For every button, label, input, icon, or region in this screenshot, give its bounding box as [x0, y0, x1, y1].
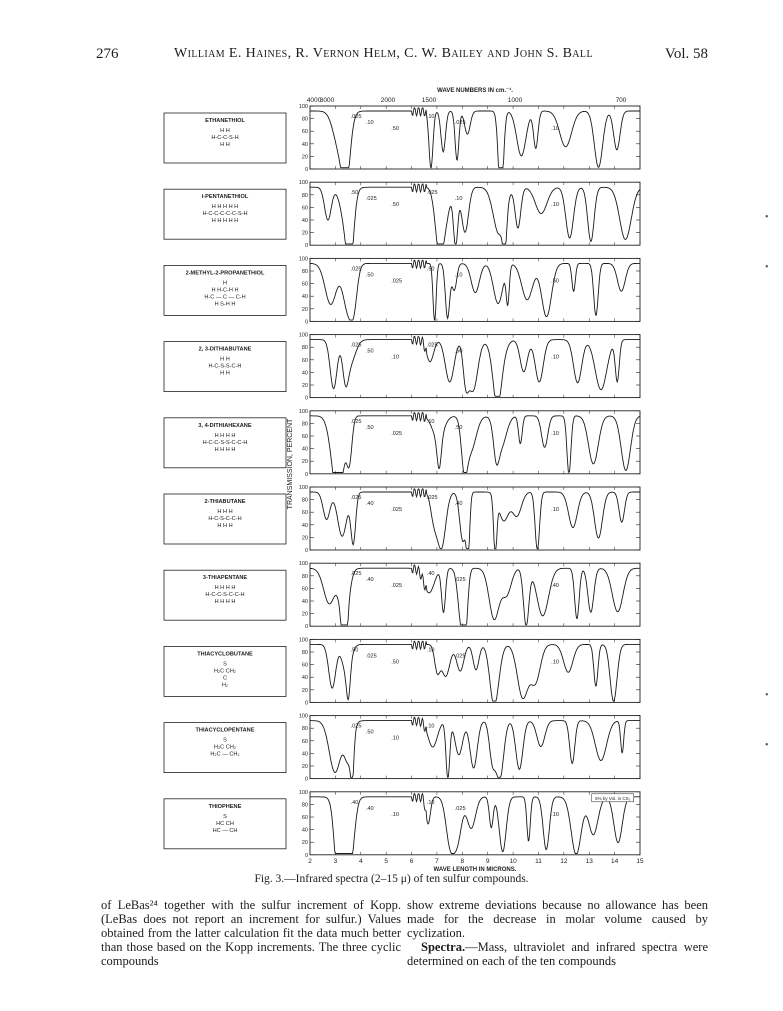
concentration-label: .50	[454, 424, 463, 431]
concentration-label: .025	[350, 571, 362, 578]
concentration-label: .40	[551, 583, 559, 590]
structure-line: H H	[220, 128, 230, 134]
spectrum-trace	[310, 184, 640, 244]
concentration-label: .025	[454, 805, 466, 812]
concentration-label: .10	[551, 430, 559, 437]
structure-line: H-C-C-C-C-C-S-H	[202, 211, 248, 218]
concentration-label: .025	[365, 196, 377, 203]
spectrum-panel-9	[164, 714, 640, 783]
right-paragraph-1: show extreme deviations because no allowance has been made for the decrease in molar volume caused by cyclization.	[407, 898, 708, 940]
concentration-label: .50	[365, 424, 374, 431]
spectrum-trace	[310, 641, 640, 701]
y-tick-label: 0	[304, 700, 308, 707]
y-tick-label: 80	[301, 573, 308, 580]
y-tick-label: 60	[301, 129, 308, 136]
structure-line: H H H H H	[211, 204, 239, 211]
y-tick-label: 100	[298, 408, 308, 415]
structure-line: H H	[220, 356, 230, 363]
concentration-label: .025	[426, 190, 438, 197]
concentration-label: .10	[426, 418, 435, 425]
y-tick-label: 0	[304, 319, 308, 326]
concentration-label: .025	[454, 653, 466, 660]
y-tick-label: 80	[301, 269, 308, 275]
y-tick-label: 100	[298, 332, 308, 339]
y-tick-label: 60	[301, 662, 308, 669]
bottom-tick-label: 6	[409, 857, 414, 865]
y-tick-label: 20	[301, 611, 308, 618]
spectrum-panel-4	[164, 333, 640, 402]
margin-mark: •	[765, 690, 769, 701]
concentration-label: .50	[350, 190, 359, 197]
concentration-label: .10	[426, 114, 435, 120]
margin-mark: •	[765, 262, 769, 273]
bottom-tick-label: 3	[333, 857, 338, 865]
concentration-label: .025	[391, 583, 403, 590]
margin-mark: •	[765, 740, 769, 751]
concentration-label: .40	[365, 501, 374, 507]
y-tick-label: 20	[301, 154, 308, 161]
structure-line: H H H H	[214, 585, 236, 592]
right-paragraph-2	[407, 940, 708, 968]
structure-line: H-C — C — C-H	[204, 294, 246, 301]
y-tick-label: 20	[301, 535, 308, 542]
y-tick-label: 20	[301, 840, 308, 847]
y-tick-label: 40	[301, 446, 308, 453]
y-tick-label: 40	[301, 827, 308, 834]
y-tick-label: 80	[301, 497, 308, 504]
concentration-label: .50	[551, 278, 559, 285]
bottom-axis-title: WAVE LENGTH IN MICRONS.	[433, 866, 517, 873]
y-tick-label: 80	[301, 650, 308, 656]
concentration-label: .50	[350, 647, 359, 654]
spectrum-trace	[310, 794, 640, 854]
concentration-label: .10	[551, 202, 559, 209]
structure-line: H-C-S-S-C-H	[208, 363, 242, 370]
structure-line: H H-C-H H	[211, 287, 239, 294]
structure-line: H H H H	[214, 599, 236, 606]
concentration-label: .10	[426, 647, 435, 654]
body-text-left-column	[101, 898, 401, 968]
concentration-label: .025	[454, 120, 466, 126]
y-tick-label: 80	[301, 345, 308, 352]
y-tick-label: 40	[301, 294, 308, 301]
y-tick-label: 0	[304, 243, 308, 250]
spectrum-panel-3	[164, 256, 640, 325]
structure-line: H₂C — CH₂	[210, 751, 240, 758]
compound-name: 2-METHYL-2-PROPANETHIOL	[185, 270, 265, 277]
bottom-tick-label: 2	[308, 857, 312, 865]
y-tick-label: 40	[301, 675, 308, 682]
concentration-label: .50	[391, 202, 400, 209]
structure-line: H-C-S-C-C-H	[208, 516, 242, 522]
concentration-label: .50	[391, 659, 400, 666]
structure-line: H-C-C-S-H	[211, 135, 239, 141]
bottom-tick-label: 14	[610, 857, 619, 865]
structure-line: H-C-C-S-S-C-C-H	[202, 439, 248, 446]
plot-frame	[310, 639, 640, 702]
y-tick-label: 40	[301, 599, 308, 605]
y-tick-label: 0	[304, 852, 308, 859]
y-tick-label: 20	[301, 383, 308, 389]
bottom-tick-label: 10	[509, 857, 517, 865]
bottom-tick-label: 13	[585, 857, 593, 865]
structure-line: C	[222, 675, 228, 682]
concentration-label: .10	[426, 723, 435, 730]
compound-name: 3, 4-DITHIAHEXANE	[198, 422, 252, 429]
y-tick-label: 80	[301, 421, 308, 428]
y-tick-label: 40	[301, 218, 308, 224]
y-tick-label: 60	[301, 815, 308, 821]
concentration-label: .10	[551, 507, 559, 513]
top-tick-label: 2000	[380, 97, 396, 104]
concentration-label: .50	[365, 348, 374, 355]
solvent-note: 5% by Vol. in CS₂	[595, 795, 631, 801]
y-tick-label: 40	[301, 522, 308, 529]
compound-structure-box	[164, 799, 286, 849]
top-axis-title: WAVE NUMBERS IN cm.⁻¹.	[437, 88, 513, 94]
bottom-tick-label: 9	[485, 857, 490, 865]
compound-structure-box	[164, 265, 286, 315]
concentration-label: .025	[350, 495, 362, 501]
top-tick-label: 3000	[319, 97, 335, 104]
y-tick-label: 80	[301, 116, 308, 123]
structure-line: H H	[220, 370, 230, 377]
right-paragraph-2-text: —Mass, ultraviolet and infrared spectra were determined on each of the ten compounds	[407, 940, 708, 968]
y-tick-label: 60	[301, 281, 308, 288]
concentration-label: .10	[365, 120, 374, 126]
y-tick-label: 0	[304, 471, 308, 478]
y-tick-label: 80	[301, 802, 308, 809]
top-tick-label: 1000	[507, 97, 523, 104]
y-tick-label: 20	[301, 764, 308, 770]
y-tick-label: 100	[298, 104, 308, 110]
concentration-label: .10	[454, 272, 463, 279]
y-tick-label: 80	[301, 192, 308, 199]
y-tick-label: 20	[301, 687, 308, 694]
y-tick-label: 60	[301, 738, 308, 745]
concentration-label: .025	[350, 723, 362, 730]
top-tick-label: 4000	[306, 97, 322, 104]
structure-line: H H	[220, 142, 230, 148]
spectrum-panel-8	[164, 637, 640, 706]
concentration-label: .10	[551, 354, 559, 361]
concentration-label: .40	[426, 571, 435, 578]
concentration-label: .10	[391, 735, 400, 742]
structure-line: HC CH	[216, 820, 234, 827]
y-tick-label: 100	[298, 256, 308, 263]
y-tick-label: 100	[298, 789, 308, 796]
compound-structure-box	[164, 113, 286, 163]
structure-line: H H H	[217, 509, 233, 515]
concentration-label: .10	[551, 126, 559, 132]
concentration-label: .025	[350, 342, 362, 349]
concentration-label: .10	[426, 799, 435, 806]
y-tick-label: 80	[301, 726, 308, 733]
spectrum-panel-5	[164, 409, 640, 478]
y-tick-label: 0	[304, 167, 308, 173]
y-tick-label: 100	[298, 485, 308, 491]
bottom-wavelength-axis	[308, 858, 644, 873]
compound-structure-box	[164, 723, 286, 773]
bottom-tick-label: 8	[460, 857, 465, 865]
y-tick-label: 40	[301, 751, 308, 758]
concentration-label: .50	[365, 272, 374, 279]
running-title-authors: William E. Haines, R. Vernon Helm, C. W. Bailey and John S. Ball	[174, 46, 593, 61]
compound-structure-box	[164, 570, 286, 620]
structure-line: H H H H H	[211, 218, 239, 225]
top-wavenumber-axis	[307, 87, 627, 104]
concentration-label: .025	[426, 495, 438, 501]
y-tick-label: 60	[301, 586, 308, 593]
figure-caption: Fig. 3.—Infrared spectra (2–15 μ) of ten sulfur compounds.	[254, 873, 529, 885]
y-tick-label: 100	[298, 713, 308, 720]
concentration-label: .40	[365, 805, 374, 812]
compound-structure-box	[164, 494, 286, 544]
compound-structure-box	[164, 189, 286, 239]
concentration-label: .025	[391, 278, 403, 285]
concentration-label: .025	[350, 418, 362, 425]
structure-line: H₂	[221, 682, 229, 689]
bottom-tick-label: 5	[384, 857, 388, 865]
concentration-label: .40	[365, 577, 374, 584]
bottom-tick-label: 12	[560, 857, 568, 865]
y-tick-label: 100	[298, 637, 308, 644]
concentration-label: .025	[350, 266, 362, 273]
left-paragraph: of LeBas²⁴ together with the sulfur increment of Kopp. (LeBas does not report an increment for sulfur.) Values obtained from the latter calculation fit the data much better than those based on the Kopp increments. The three cyclic compounds	[101, 898, 401, 968]
concentration-label: .10	[551, 811, 559, 818]
y-tick-label: 0	[304, 776, 308, 783]
concentration-label: .025	[350, 114, 362, 120]
top-tick-label: 700	[615, 97, 627, 104]
page-number: 276	[96, 46, 119, 62]
concentration-label: .50	[365, 729, 374, 736]
concentration-label: .025	[391, 507, 403, 513]
compound-name: THIOPHENE	[208, 803, 242, 810]
margin-mark: •	[765, 212, 769, 223]
body-text-right-column	[407, 898, 708, 968]
spectrum-panel-1	[164, 104, 640, 173]
page-header	[96, 46, 708, 68]
y-tick-label: 60	[301, 205, 308, 212]
compound-name: 2, 3-DITHIABUTANE	[198, 346, 252, 353]
bottom-tick-label: 7	[435, 857, 439, 865]
top-tick-label: 1500	[421, 97, 437, 104]
structure-line: H-C-C-S-C-C-H	[205, 592, 245, 599]
compound-name: 2-THIABUTANE	[204, 499, 246, 505]
spectra-panels	[164, 104, 640, 859]
y-tick-label: 20	[301, 230, 308, 237]
compound-name: THIACYCLOBUTANE	[197, 651, 253, 658]
compound-name: I-PENTANETHIOL	[201, 194, 249, 201]
y-axis-label: TRANSMISSION, PERCENT	[287, 418, 294, 510]
infrared-spectra-figure	[160, 84, 650, 874]
bottom-tick-label: 11	[535, 857, 542, 865]
spectrum-panel-2	[164, 180, 640, 249]
concentration-label: .10	[391, 354, 400, 361]
structure-line: H H H H	[214, 446, 236, 453]
y-tick-label: 20	[301, 459, 308, 466]
bottom-tick-label: 4	[358, 857, 363, 865]
compound-name: ETHANETHIOL	[205, 118, 245, 124]
compound-structure-box	[164, 646, 286, 696]
spectra-heading: Spectra.	[421, 940, 466, 954]
concentration-label: .50	[426, 266, 435, 273]
structure-line: S	[223, 737, 227, 744]
volume-label: Vol. 58	[664, 46, 708, 62]
structure-line: H S-H H	[214, 301, 236, 308]
concentration-label: .025	[365, 653, 377, 660]
y-tick-label: 0	[304, 395, 308, 402]
spectrum-panel-7	[164, 561, 640, 630]
bottom-tick-label: 15	[636, 857, 644, 865]
y-tick-label: 20	[301, 306, 308, 313]
y-tick-label: 40	[301, 141, 308, 148]
concentration-label: .50	[391, 126, 400, 132]
spectrum-panel-10	[164, 790, 640, 859]
concentration-label: .40	[350, 799, 359, 806]
structure-line: HC — CH	[212, 827, 238, 834]
y-tick-label: 0	[304, 548, 308, 554]
concentration-label: .40	[454, 501, 463, 507]
structure-line: H H H H	[214, 432, 236, 439]
concentration-label: .50	[454, 348, 463, 355]
concentration-label: .10	[551, 659, 559, 666]
spectrum-panel-6	[164, 485, 640, 554]
concentration-label: .025	[454, 577, 466, 584]
y-tick-label: 60	[301, 434, 308, 440]
y-tick-label: 40	[301, 370, 308, 377]
structure-line: H H H	[217, 523, 233, 529]
y-tick-label: 0	[304, 624, 308, 631]
structure-line: H₂C CH₂	[213, 744, 237, 751]
concentration-label: .10	[454, 196, 463, 203]
structure-line: S	[223, 813, 227, 820]
compound-name: THIACYCLOPENTANE	[195, 727, 255, 734]
compound-structure-box	[164, 342, 286, 392]
y-tick-label: 60	[301, 510, 308, 517]
structure-line: H₂C CH₂	[213, 668, 237, 675]
compound-structure-box	[164, 418, 286, 468]
structure-line: S	[223, 661, 227, 668]
concentration-label: .025	[391, 430, 403, 437]
concentration-label: .025	[426, 342, 438, 349]
y-tick-label: 100	[298, 180, 308, 187]
y-tick-label: 100	[298, 561, 308, 568]
structure-line: H	[222, 280, 228, 287]
compound-name: 3-THIAPENTANE	[202, 575, 248, 582]
concentration-label: .10	[391, 811, 400, 818]
y-tick-label: 60	[301, 357, 308, 364]
